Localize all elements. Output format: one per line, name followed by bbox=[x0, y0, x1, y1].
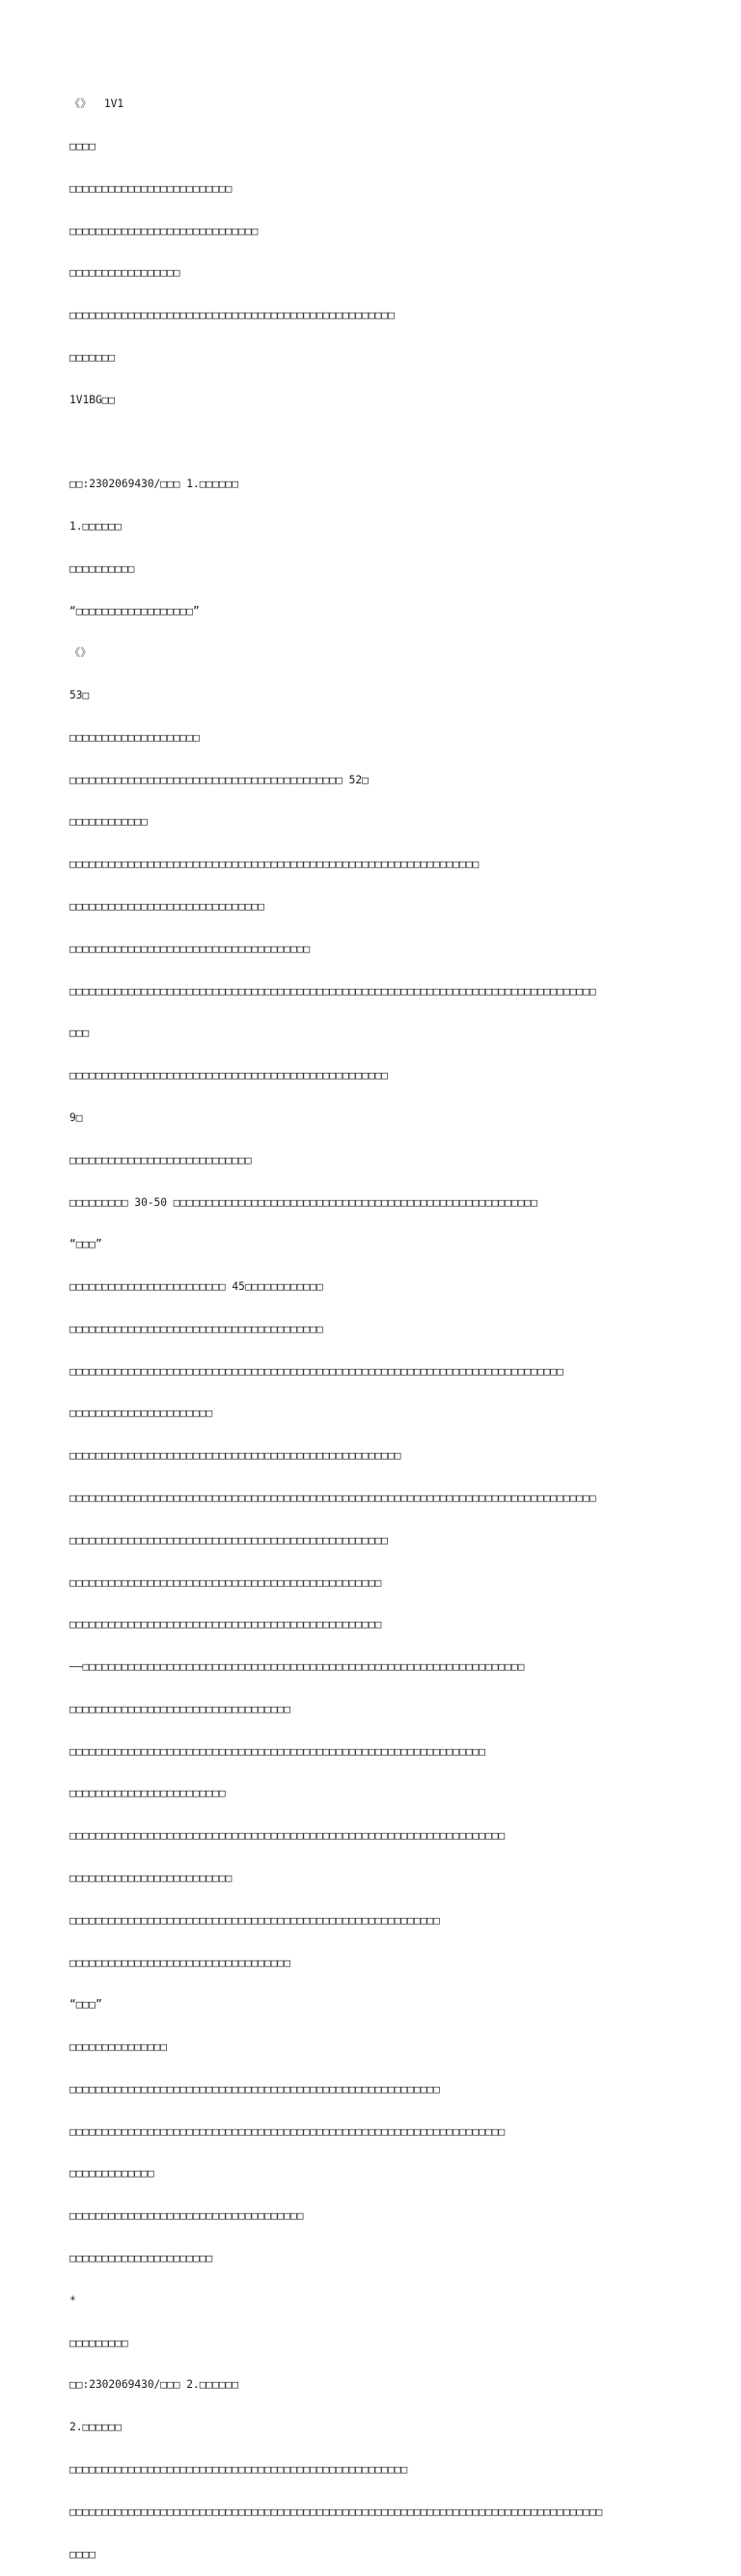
text-line: “□□□” bbox=[69, 1238, 102, 1251]
text-line: □□□□□□□□□□□□□□□□□ bbox=[69, 266, 180, 280]
text-line: □□□□□□□□□□□□□□□ bbox=[69, 2041, 168, 2054]
text-line: 1V1BG□□ bbox=[69, 393, 116, 406]
text-line: □□□□ bbox=[69, 2547, 96, 2561]
text-line: □□□□□□□□□□□□□□□□□□□□□□□□□ bbox=[69, 1872, 233, 1884]
text-line: □□□□□□□□□□□□□□□□□□□□□□□□□□□□□□□□□□□□□□□□□□□□□□□□□□□□□□□□□□□□□□□□□□□ bbox=[69, 1829, 506, 1843]
text-line: □□□□□□□□□□□□□□□□□□□□ bbox=[69, 730, 200, 744]
title-line: 《》 1V1 bbox=[69, 97, 124, 111]
section-divider-star: * bbox=[69, 2293, 76, 2307]
text-line: □□□□□□□□□□□□□□□□□□□□□□□□□□□□□□□□□□□□□□□□□□□□□□□□□□□□□□□□□□□□□□□ bbox=[69, 858, 480, 871]
blank-line bbox=[69, 435, 687, 450]
text-line: □□□□□□□□□□□□□□□□□□□□□□□□□□□□□□□□□□□□□□□□□□□□□□□□□ bbox=[69, 1533, 389, 1547]
text-line: □□□□□□□□□□□□□□□□□□□□□□□□□□□□□□□□□□□□□□□□□□□□□□□□□□□□□□□□□□□□□□□□ bbox=[69, 1744, 486, 1758]
text-line: □□□□□□□□□ bbox=[69, 2336, 128, 2349]
text-line: □□□□□□□□□□□□□□□□□□□□□□□□□□□□□□□□□□□□□□□□□□□□□□□□ bbox=[69, 1576, 382, 1589]
text-line: □□□□□□□□□□□□□□□□□□□□□□□□ bbox=[69, 1787, 226, 1800]
text-line: □□□□□□□□□□□□□□□□□□□□□□□□□□□□□□□□□□□□□□□ bbox=[69, 1322, 323, 1335]
text-line: 9□ bbox=[69, 1110, 83, 1124]
chapter-title-line: 2.□□□□□□ bbox=[69, 2421, 122, 2434]
text-line: □□□□□□□□□□□□□□□□□□□□□□□□□□□□□□ bbox=[69, 900, 265, 914]
text-line: □□□□□□□□□□□□ bbox=[69, 815, 148, 829]
text-line: □□□□□□□□□□□□□□□□□□□□□□ bbox=[69, 2252, 213, 2265]
text-line: □□□□□□□□□□□□□□□□□□□□□□□□□□□□□□□□□□□□□□□□□□□□□□□□□□□ bbox=[69, 1449, 401, 1463]
text-line: “□□□” bbox=[69, 1998, 102, 2012]
text-line: □□□□□□□□□□□□□□□□□□□□□□□□□□□□□□□□□□□□□□□□□□ 52□ bbox=[69, 773, 369, 786]
chapter-header-line: □□:2302069430/□□□ 1.□□□□□□ bbox=[69, 478, 239, 491]
text-line: □□□□□□□□□ 30-50 □□□□□□□□□□□□□□□□□□□□□□□□□□□□□□□□□□□□□□□□□□□□□□□□□□□□□□□□ bbox=[69, 1195, 537, 1209]
text-line: □□□□ bbox=[69, 139, 96, 152]
text-line: □□□□□□□□□□□□□□□□□□□□□□□□□□□□□□□□□□□□□□□□□□□□□□□□□□□□ bbox=[69, 2462, 408, 2476]
text-line: □□□□□□□□□□□□□□□□□□□□□□□□□□□□□□□□□□□□ bbox=[69, 2209, 304, 2223]
text-line: □□□□□□□□□□□□□□□□□□□□□□□□□□□□□□□□□□□□□□□□□□□□□□□□□ bbox=[69, 1069, 389, 1082]
text-line: □□□□□□□□□□□□□□□□□□□□□□□□□□□□□□□□□□□□□□□□□□□□□□□□ bbox=[69, 1618, 382, 1631]
chapter-title-line: 1.□□□□□□ bbox=[69, 520, 122, 533]
text-line: □□□□□□□□□□□□□□□□□□□□□□ bbox=[69, 1407, 213, 1420]
text-line: □□□ bbox=[69, 1027, 90, 1040]
text-line: □□□□□□□□□□□□□□□□□□□□□□□□□□□□□□□□□□ bbox=[69, 1702, 291, 1715]
text-line: 《》 bbox=[69, 646, 92, 660]
text-line: □□□□□□□□□□□□□ bbox=[69, 2167, 154, 2180]
text-line: □□□□□□□□□□□□□□□□□□□□□□□□□□□□□□□□□□□□□□□□□□□□□□□□□□ bbox=[69, 309, 395, 322]
text-line: □□□□□□□ bbox=[69, 350, 116, 364]
text-line: □□□□□□□□□□□□□□□□□□□□□□□□□□□□□□□□□□□□□□□□□□□□□□□□□□□□□□□□□ bbox=[69, 2082, 440, 2096]
text-line: □□□□□□□□□□□□□□□□□□□□□□□□□□□□□ bbox=[69, 224, 259, 237]
text-line: 53□ bbox=[69, 689, 90, 702]
text-line: □□□□□□□□□□□□□□□□□□□□□□□□□□□□□□□□□□□□□□□□□□□□□□□□□□□□□□□□□□□□□□□□□□□□□□□□□□□□□□□□□□ bbox=[69, 2505, 603, 2518]
text-line: □□□□□□□□□□□□□□□□□□□□□□□□□□□□□□□□□□□□□□□□□□□□□□□□□□□□□□□□□□□□□□□□□□□□□□□□□□□□ bbox=[69, 1364, 563, 1378]
chapter-header-line: □□:2302069430/□□□ 2.□□□□□□ bbox=[69, 2378, 239, 2392]
text-line: □□□□□□□□□□□□□□□□□□□□□□□□□□□□□□□□□□□□□□□□□□□□□□□□□□□□□□□□□□□□□□□□□□□ bbox=[69, 2124, 506, 2138]
text-line: □□□□□□□□□□□□□□□□□□□□□□□□□□□□□□□□□□□□□□□□□□□□□□□□□□□□□□□□□□□□□□□□□□□□□□□□□□□□□□□□□ bbox=[69, 984, 596, 998]
document-page bbox=[69, 69, 687, 2576]
text-line: □□□□□□□□□□□□□□□□□□□□□□□□□□□□ bbox=[69, 1153, 252, 1166]
text-line: □□□□□□□□□□□□□□□□□□□□□□□□ 45□□□□□□□□□□□□ bbox=[69, 1280, 323, 1294]
text-line: □□□□□□□□□□□□□□□□□□□□□□□□□□□□□□□□□□ bbox=[69, 1956, 291, 1969]
text-line: ——□□□□□□□□□□□□□□□□□□□□□□□□□□□□□□□□□□□□□□□□□□□□□□□□□□□□□□□□□□□□□□□□□□□□ bbox=[69, 1660, 525, 1674]
text-line: □□□□□□□□□□□□□□□□□□□□□□□□□□□□□□□□□□□□□□□□□□□□□□□□□□□□□□□□□□□□□□□□□□□□□□□□□□□□□□□□□ bbox=[69, 1491, 596, 1504]
text-line: □□□□□□□□□□□□□□□□□□□□□□□□□□□□□□□□□□□□□ bbox=[69, 942, 311, 955]
text-line: □□□□□□□□□□□□□□□□□□□□□□□□□ bbox=[69, 181, 233, 195]
text-line: “□□□□□□□□□□□□□□□□□□” bbox=[69, 604, 200, 617]
text-line: □□□□□□□□□□□□□□□□□□□□□□□□□□□□□□□□□□□□□□□□□□□□□□□□□□□□□□□□□ bbox=[69, 1913, 440, 1927]
text-line: □□□□□□□□□□ bbox=[69, 562, 135, 575]
